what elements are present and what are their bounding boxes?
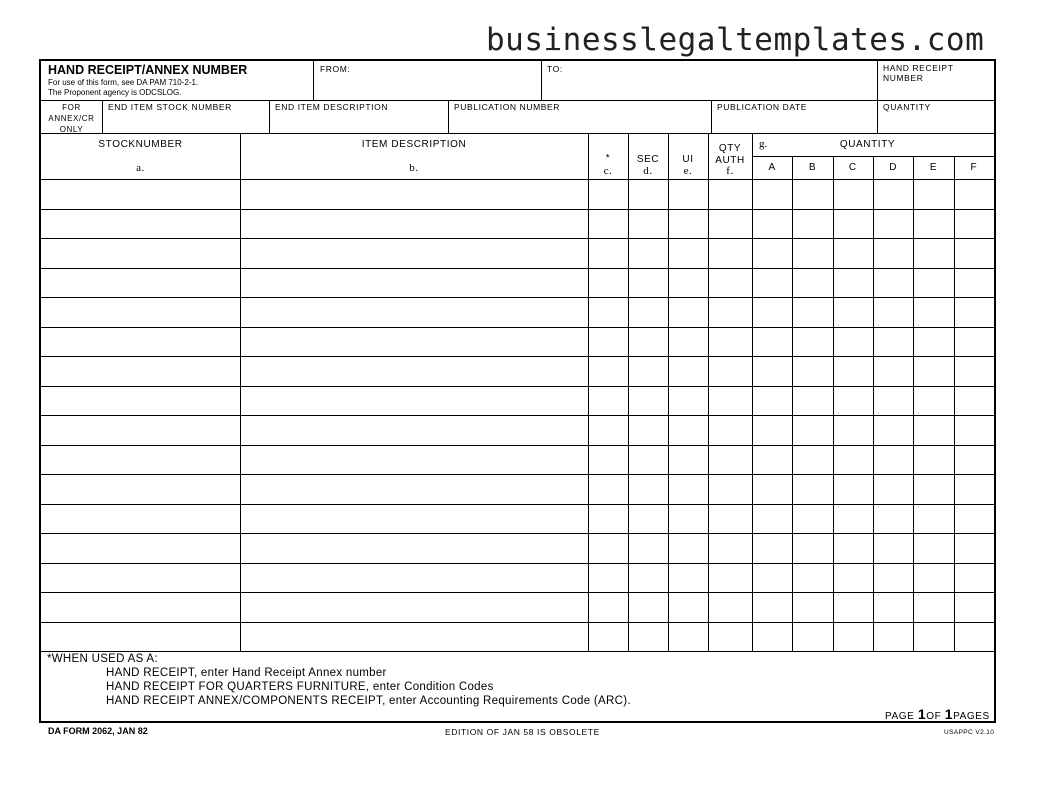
footer-note-quarters: HAND RECEIPT FOR QUARTERS FURNITURE, enter Condition Codes [106,681,494,693]
table-cell[interactable] [589,475,627,503]
table-cell[interactable] [834,534,872,562]
table-cell[interactable] [42,446,239,474]
table-cell[interactable] [669,328,707,356]
table-cell[interactable] [629,534,667,562]
star-column-header: * [605,153,611,164]
table-cell[interactable] [874,416,912,444]
table-row [41,504,994,534]
table-cell[interactable] [709,534,751,562]
from-label: FROM: [320,64,351,74]
table-cell[interactable] [914,239,952,267]
stock-number-letter: a. [136,162,145,174]
quantity-sub-d: D [889,162,898,173]
table-row [41,415,994,445]
ui-column-header: UI [682,154,694,165]
table-row [41,209,994,239]
table-cell[interactable] [914,269,952,297]
table-cell[interactable] [955,357,993,385]
table-cell[interactable] [753,357,791,385]
table-cell[interactable] [793,475,831,503]
table-cell[interactable] [709,593,751,621]
table-cell[interactable] [241,564,587,592]
table-cell[interactable] [669,593,707,621]
for-annex-label: FOR ANNEX/CR ONLY [48,103,95,134]
table-cell[interactable] [241,475,587,503]
table-cell[interactable] [834,416,872,444]
table-cell[interactable] [589,357,627,385]
table-cell[interactable] [669,239,707,267]
table-cell[interactable] [629,357,667,385]
table-cell[interactable] [834,298,872,326]
table-cell[interactable] [42,416,239,444]
table-cell[interactable] [629,328,667,356]
table-cell[interactable] [241,328,587,356]
table-row [41,563,994,593]
footer-note-hand-receipt: HAND RECEIPT, enter Hand Receipt Annex number [106,667,387,679]
table-cell[interactable] [42,328,239,356]
table-cell[interactable] [753,623,791,651]
table-cell[interactable] [42,387,239,415]
quantity-sub-f: F [970,162,978,173]
table-cell[interactable] [589,269,627,297]
table-cell[interactable] [955,180,993,208]
table-cell[interactable] [874,210,912,238]
table-cell[interactable] [709,328,751,356]
table-row [41,268,994,298]
table-cell[interactable] [753,239,791,267]
table-cell[interactable] [709,564,751,592]
table-cell[interactable] [42,475,239,503]
table-cell[interactable] [955,239,993,267]
table-cell[interactable] [793,416,831,444]
table-cell[interactable] [669,416,707,444]
table-cell[interactable] [834,387,872,415]
table-cell[interactable] [955,534,993,562]
table-cell[interactable] [914,328,952,356]
table-cell[interactable] [42,564,239,592]
table-cell[interactable] [874,328,912,356]
table-cell[interactable] [241,534,587,562]
table-cell[interactable] [42,593,239,621]
table-cell[interactable] [42,239,239,267]
quantity-sub-b: B [808,162,817,173]
table-cell[interactable] [241,387,587,415]
table-cell[interactable] [914,180,952,208]
table-cell[interactable] [955,298,993,326]
end-item-description-field[interactable] [271,113,446,132]
table-cell[interactable] [753,387,791,415]
table-cell[interactable] [834,505,872,533]
table-row [41,445,994,475]
table-cell[interactable] [834,564,872,592]
table-cell[interactable] [669,357,707,385]
table-cell[interactable] [669,387,707,415]
table-cell[interactable] [753,298,791,326]
of-word: OF [926,711,942,722]
table-cell[interactable] [589,593,627,621]
publication-date-label: PUBLICATION DATE [717,102,808,112]
table-cell[interactable] [914,210,952,238]
table-cell[interactable] [589,416,627,444]
table-cell[interactable] [241,446,587,474]
table-cell[interactable] [914,534,952,562]
table-row [41,474,994,504]
end-item-stock-label: END ITEM STOCK NUMBER [108,102,232,112]
item-description-header: ITEM DESCRIPTION [361,139,467,150]
table-cell[interactable] [709,623,751,651]
table-cell[interactable] [955,269,993,297]
page-number: 1 [917,706,927,722]
table-cell[interactable] [241,416,587,444]
table-row [41,622,994,652]
page-word: PAGE [885,711,915,722]
table-cell[interactable] [669,210,707,238]
table-cell[interactable] [793,534,831,562]
table-cell[interactable] [241,180,587,208]
table-cell[interactable] [914,564,952,592]
table-cell[interactable] [241,210,587,238]
table-cell[interactable] [669,564,707,592]
table-cell[interactable] [874,446,912,474]
table-row [41,179,994,209]
footer-note-annex: HAND RECEIPT ANNEX/COMPONENTS RECEIPT, enter Accounting Requirements Code (ARC). [106,695,631,707]
publication-number-field[interactable] [450,113,709,132]
table-cell[interactable] [753,475,791,503]
table-cell[interactable] [914,475,952,503]
table-cell[interactable] [955,623,993,651]
table-cell[interactable] [629,505,667,533]
table-cell[interactable] [629,239,667,267]
sec-column-header: SEC [636,154,660,165]
table-cell[interactable] [874,564,912,592]
page-count [885,706,990,722]
table-cell[interactable] [834,475,872,503]
table-cell[interactable] [834,269,872,297]
table-cell[interactable] [669,623,707,651]
table-cell[interactable] [629,446,667,474]
stock-number-header: STOCKNUMBER [98,139,183,150]
table-cell[interactable] [241,623,587,651]
table-cell[interactable] [753,180,791,208]
table-cell[interactable] [669,180,707,208]
table-cell[interactable] [914,623,952,651]
table-cell[interactable] [589,446,627,474]
star-column-letter: c. [603,165,613,177]
table-cell[interactable] [42,357,239,385]
table-cell[interactable] [793,593,831,621]
hand-receipt-number-field[interactable] [879,83,994,99]
table-cell[interactable] [753,593,791,621]
edition-note: EDITION OF JAN 58 IS OBSOLETE [445,727,600,737]
table-row [41,297,994,327]
table-cell[interactable] [753,416,791,444]
table-cell[interactable] [793,357,831,385]
qty-column-header-1: QTY [718,143,742,154]
table-cell[interactable] [589,239,627,267]
table-cell[interactable] [241,298,587,326]
table-cell[interactable] [753,446,791,474]
end-item-stock-field[interactable] [104,113,267,132]
table-cell[interactable] [914,387,952,415]
table-cell[interactable] [629,623,667,651]
table-cell[interactable] [42,180,239,208]
table-cell[interactable] [589,180,627,208]
table-cell[interactable] [42,534,239,562]
form-id: DA FORM 2062, JAN 82 [48,726,148,736]
table-cell[interactable] [241,269,587,297]
table-cell[interactable] [709,269,751,297]
table-cell[interactable] [793,387,831,415]
table-cell[interactable] [709,387,751,415]
quantity-sub-e: E [929,162,938,173]
table-cell[interactable] [669,446,707,474]
table-cell[interactable] [955,564,993,592]
table-cell[interactable] [874,269,912,297]
table-cell[interactable] [793,564,831,592]
table-cell[interactable] [629,475,667,503]
table-cell[interactable] [241,239,587,267]
quantity-group-letter: g. [759,138,768,150]
table-cell[interactable] [955,416,993,444]
table-cell[interactable] [669,534,707,562]
table-cell[interactable] [793,505,831,533]
table-cell[interactable] [753,505,791,533]
use-note: For use of this form, see DA PAM 710-2-1. [48,78,199,87]
table-cell[interactable] [589,298,627,326]
item-description-letter: b. [409,162,419,174]
table-cell[interactable] [709,210,751,238]
publication-number-label: PUBLICATION NUMBER [454,102,561,112]
table-cell[interactable] [955,328,993,356]
table-row [41,327,994,357]
table-cell[interactable] [629,564,667,592]
table-cell[interactable] [834,328,872,356]
table-cell[interactable] [709,298,751,326]
end-item-description-label: END ITEM DESCRIPTION [275,102,389,112]
form-version: USAPPC V2.10 [944,729,995,736]
table-cell[interactable] [241,593,587,621]
form-title: HAND RECEIPT/ANNEX NUMBER [48,63,248,77]
table-cell[interactable] [753,564,791,592]
ui-column-letter: e. [683,165,693,177]
table-cell[interactable] [793,269,831,297]
table-cell[interactable] [589,210,627,238]
agency-note: The Proponent agency is ODCSLOG. [48,88,182,97]
table-cell[interactable] [914,593,952,621]
table-cell[interactable] [42,269,239,297]
page-total: 1 [944,706,954,722]
table-cell[interactable] [241,357,587,385]
table-cell[interactable] [793,239,831,267]
table-cell[interactable] [42,210,239,238]
from-field[interactable] [315,74,539,98]
table-row [41,592,994,622]
table-row [41,386,994,416]
table-cell[interactable] [874,239,912,267]
table-row [41,356,994,386]
table-cell[interactable] [42,298,239,326]
table-cell[interactable] [241,505,587,533]
table-row [41,238,994,268]
table-row [41,533,994,563]
table-cell[interactable] [793,298,831,326]
table-cell[interactable] [834,446,872,474]
table-cell[interactable] [874,298,912,326]
table-cell[interactable] [709,180,751,208]
hand-receipt-number-label: HAND RECEIPT NUMBER [883,63,954,83]
table-cell[interactable] [914,505,952,533]
table-cell[interactable] [914,446,952,474]
table-cell[interactable] [793,210,831,238]
table-cell[interactable] [914,416,952,444]
table-cell[interactable] [709,357,751,385]
table-cell[interactable] [955,475,993,503]
table-cell[interactable] [874,475,912,503]
table-cell[interactable] [834,357,872,385]
quantity-group-header: QUANTITY [839,139,896,150]
quantity-label: QUANTITY [883,102,931,112]
table-cell[interactable] [669,298,707,326]
table-cell[interactable] [629,210,667,238]
table-cell[interactable] [753,210,791,238]
to-label: TO: [547,64,563,74]
table-cell[interactable] [793,180,831,208]
table-cell[interactable] [793,328,831,356]
table-cell[interactable] [709,239,751,267]
table-cell[interactable] [793,623,831,651]
table-cell[interactable] [669,269,707,297]
table-cell[interactable] [834,593,872,621]
table-cell[interactable] [669,475,707,503]
to-field[interactable] [543,74,875,98]
table-cell[interactable] [629,593,667,621]
table-cell[interactable] [669,505,707,533]
table-cell[interactable] [955,505,993,533]
table-cell[interactable] [874,357,912,385]
quantity-sub-c: C [848,162,857,173]
table-cell[interactable] [874,534,912,562]
qty-column-letter: f. [726,165,734,177]
quantity-field[interactable] [879,113,994,132]
pages-word: PAGES [953,711,990,722]
hand-receipt-form [39,59,996,723]
table-cell[interactable] [955,593,993,621]
table-cell[interactable] [589,623,627,651]
footer-note-title: *WHEN USED AS A: [47,653,158,665]
sec-column-letter: d. [643,165,653,177]
table-cell[interactable] [709,416,751,444]
table-cell[interactable] [874,387,912,415]
table-cell[interactable] [753,269,791,297]
table-cell[interactable] [709,446,751,474]
table-cell[interactable] [629,416,667,444]
table-cell[interactable] [629,180,667,208]
table-cell[interactable] [793,446,831,474]
table-cell[interactable] [589,328,627,356]
table-cell[interactable] [955,210,993,238]
table-cell[interactable] [709,505,751,533]
table-cell[interactable] [955,387,993,415]
table-cell[interactable] [589,564,627,592]
table-cell[interactable] [42,505,239,533]
table-cell[interactable] [589,534,627,562]
table-cell[interactable] [753,328,791,356]
table-cell[interactable] [834,239,872,267]
table-cell[interactable] [42,623,239,651]
table-cell[interactable] [629,298,667,326]
table-cell[interactable] [834,623,872,651]
table-cell[interactable] [874,623,912,651]
table-cell[interactable] [874,505,912,533]
table-cell[interactable] [834,210,872,238]
table-cell[interactable] [753,534,791,562]
table-cell[interactable] [589,505,627,533]
table-cell[interactable] [709,475,751,503]
quantity-sub-a: A [768,162,776,173]
table-cell[interactable] [955,446,993,474]
watermark-text: businesslegaltemplates.com [486,22,985,58]
table-cell[interactable] [874,180,912,208]
publication-date-field[interactable] [713,113,875,132]
table-cell[interactable] [629,269,667,297]
table-cell[interactable] [914,298,952,326]
table-cell[interactable] [589,387,627,415]
table-cell[interactable] [874,593,912,621]
table-cell[interactable] [629,387,667,415]
table-cell[interactable] [914,357,952,385]
qty-column-header-2: AUTH [715,155,745,166]
table-cell[interactable] [834,180,872,208]
